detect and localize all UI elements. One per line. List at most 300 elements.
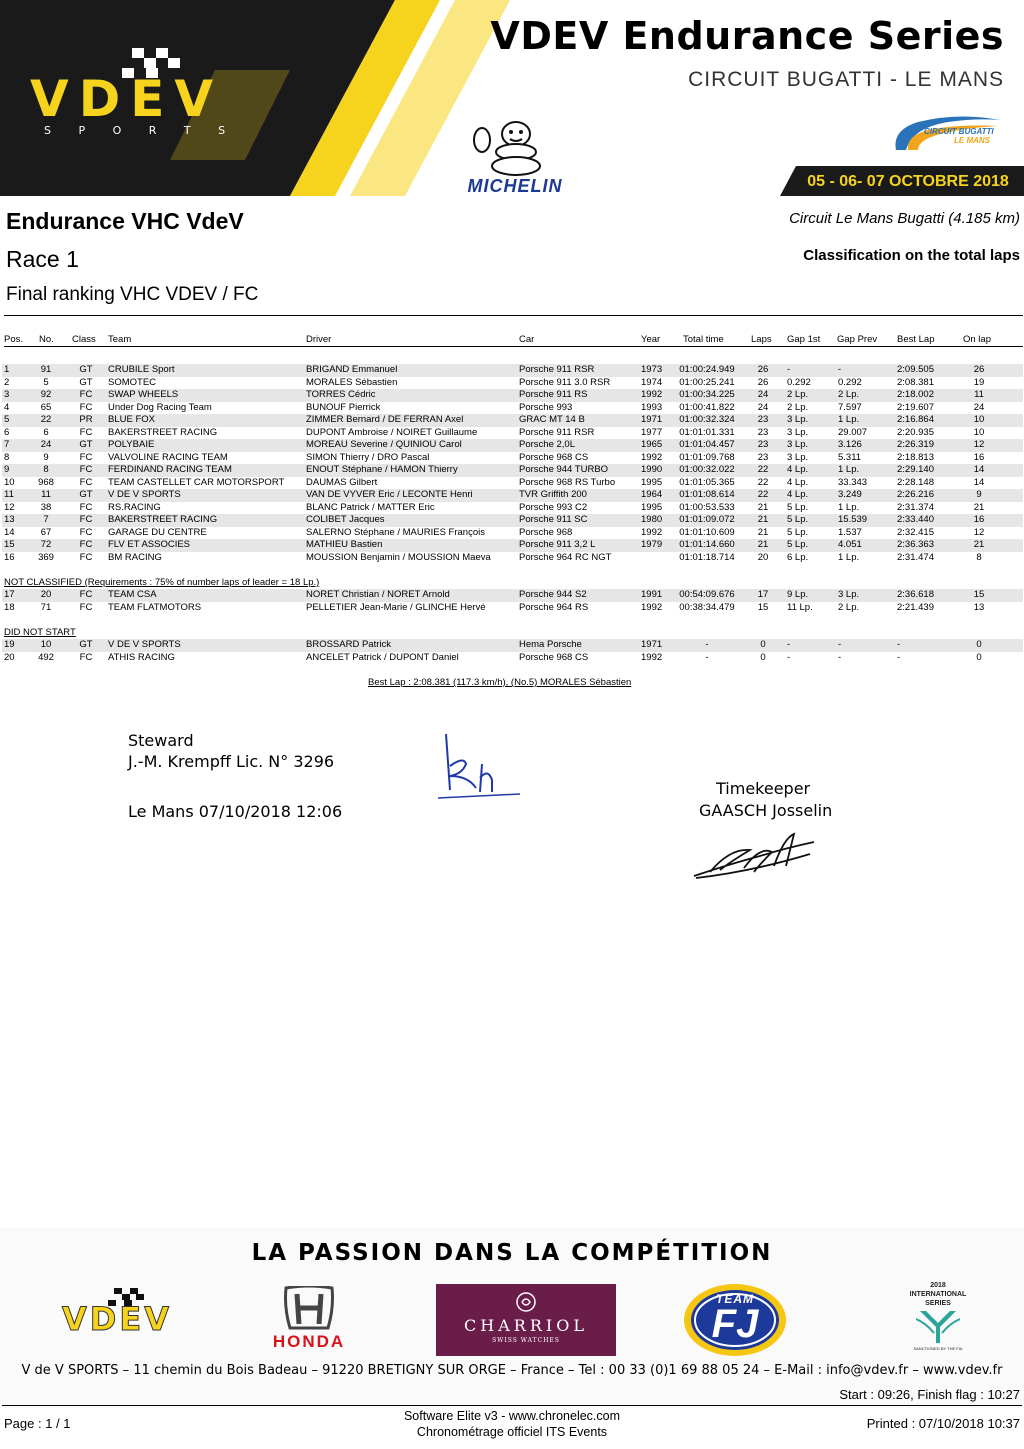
cell-laps: 20 — [757, 551, 769, 563]
cell-pos: 4 — [4, 401, 10, 413]
cell-gapprev: 4.051 — [838, 539, 862, 550]
cell-team: TEAM CSA — [108, 589, 157, 600]
cell-cls: FC — [79, 389, 93, 400]
cell-team: BAKERSTREET RACING — [108, 514, 218, 525]
cell-total: 01:00:34.225 — [679, 389, 735, 400]
cell-best: 2:21.439 — [897, 601, 934, 613]
cell-laps: 22 — [757, 464, 769, 475]
timekeeper-title: Timekeeper — [716, 779, 811, 798]
cell-best: 2:09.505 — [897, 364, 934, 375]
cell-total: 01:00:32.324 — [679, 414, 735, 425]
cell-car: Porsche 911 SC — [519, 514, 588, 525]
cell-onlap: 24 — [973, 401, 985, 413]
divider — [4, 346, 1023, 347]
cell-laps: 0 — [760, 651, 766, 663]
header — [0, 0, 1024, 200]
steward-signature — [436, 730, 526, 804]
divider — [4, 315, 1023, 316]
table-row — [2, 377, 1023, 390]
charriol-crest-icon — [514, 1290, 538, 1314]
cell-car: Porsche 911 RSR — [519, 364, 595, 375]
cell-gapprev: - — [838, 364, 842, 375]
cell-onlap: 9 — [976, 489, 982, 500]
cell-laps: 0 — [760, 639, 766, 650]
cell-gap1: 0.292 — [787, 376, 811, 388]
cell-no: 8 — [43, 464, 49, 475]
cell-car: Porsche 964 RC NGT — [519, 551, 612, 563]
cell-year: 1992 — [641, 389, 663, 400]
cell-car: Porsche 911 3,2 L — [519, 539, 596, 550]
circuit-bugatti-logo — [888, 112, 1008, 156]
cell-cls: FC — [79, 551, 93, 563]
cell-year: 1990 — [641, 464, 663, 475]
cell-team: FLV ET ASSOCIES — [108, 539, 191, 550]
cell-year: 1993 — [641, 401, 663, 413]
did-not-start-label: DID NOT START — [4, 627, 76, 638]
cell-team: V DE V SPORTS — [108, 489, 181, 500]
cell-total: 01:01:09.072 — [679, 514, 735, 525]
location-date: Le Mans 07/10/2018 12:06 — [128, 802, 343, 821]
cell-year: 1992 — [641, 651, 663, 663]
cell-cls: FC — [79, 651, 93, 663]
sponsor-honda-logo — [254, 1284, 364, 1354]
cell-driver: BROSSARD Patrick — [306, 639, 391, 650]
cell-pos: 6 — [4, 426, 10, 438]
cell-gapprev: 33.343 — [838, 476, 868, 488]
cell-laps: 23 — [757, 451, 769, 463]
cell-cls: FC — [79, 526, 93, 538]
cell-driver: MOREAU Severine / QUINIOU Carol — [306, 439, 462, 450]
cell-gap1: - — [787, 639, 791, 650]
cell-total: 01:01:14.660 — [679, 539, 735, 550]
sponsor-charriol-logo — [436, 1284, 616, 1356]
cell-best: 2:31.474 — [897, 551, 934, 563]
cell-no: 71 — [40, 601, 52, 613]
cell-laps: 23 — [757, 439, 769, 450]
cell-onlap: 12 — [973, 526, 985, 538]
cell-car: Porsche 911 RS — [519, 389, 588, 400]
series-int: INTERNATIONAL — [909, 1291, 967, 1298]
cell-total: 00:38:34.479 — [679, 601, 735, 613]
cell-total: 01:01:18.714 — [679, 551, 735, 563]
cell-cls: GT — [79, 364, 93, 375]
cell-pos: 18 — [4, 601, 15, 613]
cell-gap1: 4 Lp. — [787, 464, 809, 475]
sponsor-team-text: TEAM — [716, 1292, 754, 1306]
cell-team: BM RACING — [108, 551, 162, 563]
cell-car: Porsche 993 C2 — [519, 501, 588, 513]
cell-no: 5 — [43, 376, 49, 388]
cell-year: 1992 — [641, 526, 663, 538]
cell-driver: BUNOUF Pierrick — [306, 401, 381, 413]
cell-driver: BLANC Patrick / MATTER Eric — [306, 501, 435, 513]
cell-car: TVR Griffith 200 — [519, 489, 587, 500]
cell-gap1: 3 Lp. — [787, 451, 809, 463]
cell-car: Hema Porsche — [519, 639, 582, 650]
sponsor-team-fj-logo — [682, 1282, 788, 1358]
cell-gapprev: 1.537 — [838, 526, 862, 538]
cell-team: SWAP WHEELS — [108, 389, 179, 400]
col-no: No. — [39, 334, 54, 345]
event-title: Endurance VHC VdeV — [6, 208, 244, 234]
cell-cls: FC — [79, 589, 93, 600]
cell-team: BLUE FOX — [108, 414, 155, 425]
cell-car: Porsche 968 CS — [519, 451, 589, 463]
cell-best: 2:18.002 — [897, 389, 934, 400]
cell-team: RS.RACING — [108, 501, 161, 513]
cell-pos: 16 — [4, 551, 15, 563]
sponsor-international-series-logo — [898, 1282, 978, 1358]
cell-gap1: 9 Lp. — [787, 589, 809, 600]
cell-car: Porsche 2,0L — [519, 439, 575, 450]
cell-onlap: 26 — [973, 364, 985, 375]
cell-no: 968 — [38, 476, 54, 488]
cell-onlap: 14 — [973, 464, 985, 475]
cell-best: 2:28.148 — [897, 476, 934, 488]
divider — [2, 1405, 1022, 1406]
cell-cls: PR — [79, 414, 93, 425]
cell-no: 24 — [40, 439, 52, 450]
cell-gapprev: 29.007 — [838, 426, 868, 438]
col-car: Car — [519, 334, 535, 345]
cell-total: 01:01:08.614 — [679, 489, 735, 500]
cell-driver: VAN DE VYVER Eric / LECONTE Henri — [306, 489, 473, 500]
cell-team: VALVOLINE RACING TEAM — [108, 451, 228, 463]
col-best-lap: Best Lap — [897, 334, 935, 345]
sponsor-charriol-text: CHARRIOL — [464, 1316, 588, 1335]
cell-gap1: 5 Lp. — [787, 501, 809, 513]
cell-no: 492 — [38, 651, 54, 663]
cell-best: 2:33.440 — [897, 514, 934, 525]
cell-pos: 20 — [4, 651, 15, 663]
series-sanction: SANCTIONED BY THE FIA — [913, 1346, 963, 1351]
cell-gap1: 5 Lp. — [787, 514, 809, 525]
sponsor-fj-text: FJ — [711, 1302, 759, 1346]
cell-laps: 17 — [757, 589, 769, 600]
event-dates: 05 - 06- 07 OCTOBRE 2018 — [807, 173, 1009, 190]
cell-year: 1992 — [641, 601, 663, 613]
cell-onlap: 8 — [976, 551, 982, 563]
cell-total: 01:00:25.241 — [679, 376, 735, 388]
cell-driver: DUPONT Ambroise / NOIRET Guillaume — [306, 426, 478, 438]
cell-car: GRAC MT 14 B — [519, 414, 585, 425]
cell-pos: 3 — [4, 389, 10, 400]
sponsor-vdev-logo — [50, 1284, 184, 1354]
cell-onlap: 13 — [973, 601, 985, 613]
col-year: Year — [641, 334, 661, 345]
cell-laps: 24 — [757, 389, 769, 400]
cell-best: 2:31.374 — [897, 501, 934, 513]
cell-cls: GT — [79, 376, 93, 388]
cell-pos: 17 — [4, 589, 15, 600]
sponsor-honda-text: HONDA — [272, 1332, 346, 1351]
cell-total: 01:01:09.768 — [679, 451, 735, 463]
sponsor-vdev-text: VDEV — [62, 1300, 172, 1338]
circuit-name: CIRCUIT BUGATTI - LE MANS — [688, 68, 1004, 91]
cell-onlap: 16 — [973, 514, 985, 525]
honda-wing-icon — [282, 1286, 336, 1330]
cell-no: 11 — [41, 489, 51, 500]
cell-best: 2:29.140 — [897, 464, 934, 475]
cell-year: 1995 — [641, 501, 663, 513]
cell-car: Porsche 964 RS — [519, 601, 589, 613]
cell-best: 2:36.618 — [897, 589, 934, 600]
series-year: 2018 — [930, 1282, 946, 1289]
table-row — [2, 652, 1023, 665]
circuit-info: Circuit Le Mans Bugatti (4.185 km) — [789, 210, 1020, 227]
table-row — [2, 452, 1023, 465]
cell-best: 2:18.813 — [897, 451, 934, 463]
cell-total: 01:01:01.331 — [679, 426, 735, 438]
cell-gap1: 3 Lp. — [787, 414, 809, 425]
slogan: LA PASSION DANS LA COMPÉTITION — [251, 1240, 773, 1266]
cell-no: 9 — [43, 451, 49, 463]
cell-driver: ANCELET Patrick / DUPONT Daniel — [306, 651, 459, 663]
col-pos: Pos. — [4, 334, 24, 345]
page-number: Page : 1 / 1 — [4, 1416, 71, 1431]
cell-laps: 21 — [757, 501, 769, 513]
cell-driver: SALERNO Stéphane / MAURIES François — [306, 526, 485, 538]
cell-onlap: 21 — [973, 501, 985, 513]
table-row — [2, 364, 1023, 377]
cell-no: 22 — [40, 414, 52, 425]
cell-driver: COLIBET Jacques — [306, 514, 385, 525]
cell-gap1: 6 Lp. — [787, 551, 809, 563]
cell-best: 2:36.363 — [897, 539, 934, 550]
cell-laps: 23 — [757, 426, 769, 438]
cell-onlap: 12 — [973, 439, 985, 450]
cell-pos: 14 — [4, 526, 15, 538]
cell-gap1: 4 Lp. — [787, 476, 809, 488]
cell-year: 1974 — [641, 376, 663, 388]
cell-no: 6 — [43, 426, 49, 438]
cell-onlap: 16 — [973, 451, 985, 463]
cell-best: 2:19.607 — [897, 401, 934, 413]
cell-laps: 23 — [757, 414, 769, 425]
table-row — [2, 427, 1023, 440]
cell-laps: 22 — [757, 489, 769, 500]
cell-team: POLYBAIE — [108, 439, 155, 450]
cell-year: 1977 — [641, 426, 663, 438]
table-row — [2, 464, 1023, 477]
table-row — [2, 639, 1023, 652]
cell-year: 1971 — [641, 639, 663, 650]
series-title: VDEV Endurance Series — [490, 14, 1004, 58]
cell-team: V DE V SPORTS — [108, 639, 181, 650]
cell-pos: 2 — [4, 376, 10, 388]
table-row — [2, 402, 1023, 415]
cell-laps: 26 — [757, 364, 769, 375]
cell-onlap: 10 — [973, 426, 985, 438]
cell-laps: 26 — [757, 376, 769, 388]
cell-car: Porsche 911 3.0 RSR — [519, 376, 611, 388]
col-laps: Laps — [751, 334, 772, 345]
cell-no: 65 — [40, 401, 52, 413]
timing-line: Chronométrage officiel ITS Events — [416, 1425, 608, 1439]
cell-year: 1991 — [641, 589, 663, 600]
cell-year: 1995 — [641, 476, 663, 488]
cell-cls: FC — [79, 464, 93, 475]
cell-pos: 10 — [4, 476, 15, 488]
vdev-logo-sub: S P O R T S — [44, 124, 238, 137]
cell-year: 1971 — [641, 414, 663, 425]
cell-gapprev: 1 Lp. — [838, 414, 860, 425]
cell-gapprev: 3 Lp. — [838, 589, 860, 600]
cell-pos: 7 — [4, 439, 10, 450]
cell-laps: 21 — [757, 539, 769, 550]
cell-year: 1979 — [641, 539, 663, 550]
table-row — [2, 527, 1023, 540]
table-row — [2, 477, 1023, 490]
cell-laps: 22 — [757, 476, 769, 488]
cell-gap1: 4 Lp. — [787, 489, 809, 500]
table-row — [2, 439, 1023, 452]
cell-total: 01:01:04.457 — [679, 439, 735, 450]
cell-pos: 19 — [4, 639, 15, 650]
col-gap-1st: Gap 1st — [787, 334, 821, 345]
table-row — [2, 489, 1023, 502]
cell-onlap: 11 — [974, 389, 984, 400]
race-title: Race 1 — [6, 246, 79, 272]
cell-cls: FC — [79, 401, 93, 413]
cell-team: TEAM FLATMOTORS — [108, 601, 202, 613]
cell-driver: BRIGAND Emmanuel — [306, 364, 398, 375]
cell-total: 01:01:10.609 — [679, 526, 735, 538]
cell-pos: 1 — [4, 364, 10, 375]
cell-gapprev: 2 Lp. — [838, 389, 860, 400]
cell-team: TEAM CASTELLET CAR MOTORSPORT — [108, 476, 285, 488]
cell-cls: FC — [79, 451, 93, 463]
table-row — [2, 552, 1023, 565]
table-row — [2, 389, 1023, 402]
cell-pos: 9 — [4, 464, 10, 475]
cell-cls: FC — [79, 601, 93, 613]
cell-no: 72 — [40, 539, 52, 550]
cell-onlap: 14 — [973, 476, 985, 488]
cell-team: Under Dog Racing Team — [108, 401, 212, 413]
cell-gapprev: - — [838, 639, 842, 650]
cell-year: 1973 — [641, 364, 663, 375]
cell-driver: MOUSSION Benjamin / MOUSSION Maeva — [306, 551, 491, 563]
col-gap-prev: Gap Prev — [837, 334, 878, 345]
cell-team: BAKERSTREET RACING — [108, 426, 218, 438]
cell-gap1: 11 Lp. — [787, 601, 813, 613]
cell-laps: 15 — [757, 601, 769, 613]
cell-gapprev: 1 Lp. — [838, 464, 860, 475]
table-row — [2, 514, 1023, 527]
cell-gapprev: 3.126 — [838, 439, 862, 450]
cell-pos: 12 — [4, 501, 15, 513]
cell-team: SOMOTEC — [108, 376, 157, 388]
table-row — [2, 414, 1023, 427]
col-total-time: Total time — [683, 334, 724, 345]
series-series: SERIES — [925, 1300, 951, 1307]
cell-best: 2:08.381 — [897, 376, 934, 388]
cell-gapprev: 15.539 — [838, 514, 868, 525]
cell-best: 2:20.935 — [897, 426, 934, 438]
cell-driver: MATHIEU Bastien — [306, 539, 383, 550]
cell-cls: GT — [79, 639, 93, 650]
cell-no: 38 — [40, 501, 52, 513]
cell-cls: FC — [79, 514, 93, 525]
not-classified-label: NOT CLASSIFIED (Requirements : 75% of number laps of leader = 18 Lp.) — [4, 577, 320, 588]
circuit-logo-line1: CIRCUIT BUGATTI — [924, 127, 994, 136]
cell-no: 92 — [40, 389, 52, 400]
steward-name: J.-M. Krempff Lic. N° 3296 — [128, 752, 335, 771]
cell-team: FERDINAND RACING TEAM — [108, 464, 232, 475]
cell-car: Porsche 968 CS — [519, 651, 589, 663]
col-driver: Driver — [306, 334, 332, 345]
col-class: Class — [72, 334, 96, 345]
cell-car: Porsche 968 RS Turbo — [519, 476, 616, 488]
cell-team: GARAGE DU CENTRE — [108, 526, 207, 538]
cell-no: 7 — [43, 514, 49, 525]
cell-gapprev: 5.311 — [838, 451, 862, 463]
cell-cls: FC — [79, 476, 93, 488]
fia-trophy-icon — [916, 1309, 960, 1345]
cell-gap1: 3 Lp. — [787, 439, 809, 450]
cell-cls: GT — [79, 439, 93, 450]
cell-no: 369 — [38, 551, 54, 563]
cell-total: 00:54:09.676 — [679, 589, 735, 600]
cell-onlap: 19 — [973, 376, 985, 388]
cell-no: 10 — [40, 639, 52, 650]
cell-no: 67 — [40, 526, 52, 538]
cell-cls: FC — [79, 426, 93, 438]
cell-cls: FC — [79, 539, 93, 550]
cell-gapprev: - — [838, 651, 842, 663]
cell-total: - — [705, 651, 709, 663]
cell-team: CRUBILE Sport — [108, 364, 175, 375]
table-row — [2, 539, 1023, 552]
cell-pos: 13 — [4, 514, 15, 525]
cell-gap1: - — [787, 651, 791, 663]
cell-onlap: 21 — [973, 539, 985, 550]
table-row — [2, 502, 1023, 515]
table-row — [2, 589, 1023, 602]
circuit-logo-line2: LE MANS — [954, 136, 990, 145]
table-row — [2, 602, 1023, 615]
cell-driver: ZIMMER Bernard / DE FERRAN Axel — [306, 414, 464, 425]
cell-car: Porsche 944 S2 — [519, 589, 587, 600]
cell-gap1: 5 Lp. — [787, 526, 809, 538]
cell-year: 1980 — [641, 514, 663, 525]
cell-laps: 21 — [757, 514, 769, 525]
col-on-lap: On lap — [963, 334, 991, 345]
cell-gapprev: 2 Lp. — [838, 601, 860, 613]
cell-onlap: 15 — [973, 589, 985, 600]
cell-gapprev: 3.249 — [838, 489, 862, 500]
cell-best: - — [897, 651, 901, 663]
timekeeper-name: GAASCH Josselin — [699, 801, 833, 820]
cell-best: 2:32.415 — [897, 526, 934, 538]
cell-total: 01:00:41.822 — [679, 401, 735, 413]
cell-driver: PELLETIER Jean-Marie / GLINCHE Hervé — [306, 601, 486, 613]
cell-driver: TORRES Cédric — [306, 389, 376, 400]
cell-no: 91 — [40, 364, 52, 375]
cell-onlap: 0 — [976, 651, 982, 663]
organizer-address: V de V SPORTS – 11 chemin du Bois Badeau – 91220 BRETIGNY SUR ORGE – France – Tel : 00 33 (0)1 69 88 05 24 – E-Mail : info@vdev.fr – www.vdev.fr — [21, 1363, 1003, 1378]
cell-best: 2:26.319 — [897, 439, 934, 450]
cell-year: 1965 — [641, 439, 663, 450]
vdev-logo-text: VDEV — [30, 70, 224, 128]
cell-total: 01:00:53.533 — [679, 501, 735, 513]
cell-cls: FC — [79, 501, 93, 513]
cell-gap1: 2 Lp. — [787, 401, 809, 413]
cell-gap1: 5 Lp. — [787, 539, 809, 550]
cell-laps: 21 — [757, 526, 769, 538]
cell-car: Porsche 968 — [519, 526, 573, 538]
